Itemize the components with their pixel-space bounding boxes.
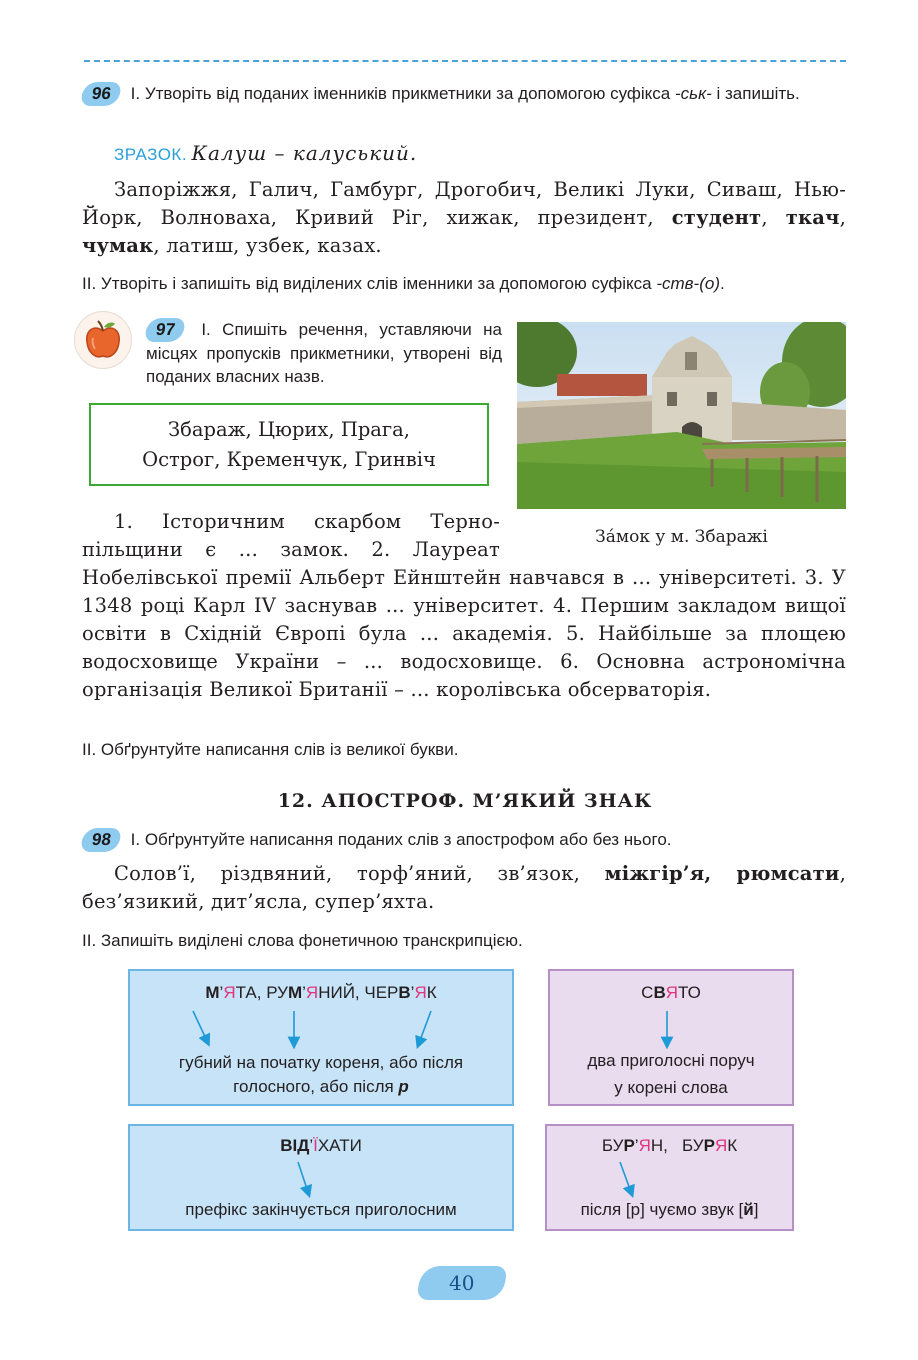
letter-m: М [287, 983, 303, 1002]
sample-text: Калуш – калуський. [191, 141, 418, 165]
ex96-words [82, 176, 846, 260]
ex96-words-plain-2: , латиш, узбек, казах. [153, 234, 382, 257]
ex97-names-box [89, 403, 489, 486]
letter-ya: Я [223, 983, 236, 1002]
word-part: К [727, 1136, 738, 1155]
letter-ya: Я [414, 983, 427, 1002]
section-title: 12. АПОСТРОФ. М’ЯКИЙ ЗНАК [277, 790, 653, 812]
desc-line-1: два приголосні поруч [587, 1051, 755, 1070]
letter-m: М [205, 983, 220, 1002]
ex96-task-text-b: і запишіть. [711, 84, 800, 103]
sound-y: й [743, 1200, 754, 1219]
apostrophe: ’ [410, 983, 415, 1002]
letter-r: Р [623, 1136, 635, 1155]
apostrophe: ’ [309, 1136, 314, 1155]
names-box-line-2: Острог, Кременчук, Гринвіч [142, 448, 436, 471]
word-part: С [641, 983, 654, 1002]
prefix: ВІД [280, 1136, 310, 1155]
rule-box-labial-desc [130, 1051, 512, 1099]
rule-box-two-consonants [548, 969, 794, 1106]
ex98-task2: II. Запишіть виділені слова фонетичною транскрипцією. [82, 931, 523, 950]
ex97-text-line-2: пільщини є ... замок. 2. Лауреат [82, 538, 500, 561]
ex97-task-text: I. Спишіть речення, уставляючи на місцях пропусків прикметники, утворені від поданих власних назв. [146, 320, 502, 386]
ex96-task2 [82, 272, 852, 295]
ex96-task2-end: . [719, 274, 725, 293]
ex97-task2: II. Обґрунтуйте написання слів із великої букви. [82, 740, 459, 759]
ex96-words-plain-1: Запоріжжя, Галич, Гамбург, Дрогобич, Великі Луки, Сиваш, Нью-Йорк, Волноваха, Кривий Ріг, хижак, президент, [82, 178, 846, 229]
rule-box-3-desc: префікс закінчується приголосним [185, 1200, 457, 1219]
apple-icon [74, 311, 132, 369]
rule-box-after-r [545, 1124, 794, 1231]
rule-box-2-desc [550, 1047, 792, 1101]
desc-line-1: губний на початку кореня, або після [178, 1053, 464, 1072]
ex97-number-badge: 97 [144, 318, 185, 342]
letter-r: р [398, 1077, 409, 1096]
top-dashed-divider [84, 60, 846, 62]
ex98-task [82, 828, 846, 852]
castle-photo [517, 322, 846, 509]
ex96-sep-1: , [761, 206, 786, 229]
ex96-word-bold-1: студент [671, 206, 762, 229]
ex96-task2-text: II. Утворіть і запишіть від виділених слів іменники за допомогою суфікса [82, 274, 657, 293]
letter-ya: Я [714, 1136, 728, 1155]
ex98-number-badge: 98 [80, 828, 121, 852]
ex98-words [82, 860, 846, 916]
word-part: ТА, РУ [235, 983, 288, 1002]
photo-caption: За́мок у м. Збаражі [595, 527, 768, 547]
rule-box-prefix [128, 1124, 514, 1231]
word-part: К [426, 983, 437, 1002]
rule-box-4-desc [547, 1200, 792, 1220]
ex98-words-bold: міжгір’я, рюмсати [604, 862, 840, 885]
rule-box-labial [128, 969, 514, 1106]
word-part: НИЙ, ЧЕР [318, 983, 399, 1002]
ex96-number-badge: 96 [80, 82, 121, 106]
names-box-line-1: Збараж, Цюрих, Прага, [168, 418, 410, 441]
page-number: 40 [449, 1271, 475, 1295]
ex98-task-text: I. Обґрунтуйте написання поданих слів з апострофом або без нього. [130, 830, 672, 849]
desc-line-2-text: голосного, або після [233, 1077, 399, 1096]
ex96-task-suffix: -ськ- [674, 84, 712, 103]
ex96-task-text-a: I. Утворіть від поданих іменників прикметники за допомогою суфікса [130, 84, 675, 103]
letter-v: В [398, 983, 411, 1002]
word-part: Н, [650, 1136, 668, 1155]
ex97-text-line-1: 1. Історичним скарбом Терно- [114, 510, 500, 533]
ex96-sample [114, 141, 846, 165]
ex96-task [82, 82, 846, 106]
ex97-task [146, 318, 502, 388]
apostrophe: ’ [302, 983, 306, 1002]
letter-r: Р [703, 1136, 715, 1155]
word-part: БУ [682, 1136, 704, 1155]
ex96-sep-2: , [839, 206, 846, 229]
letter-ya: Я [638, 1136, 651, 1155]
sample-label: ЗРАЗОК. [114, 145, 188, 164]
ex98-words-plain-2: , без’язикий, дит’ясла, супер’яхта. [82, 862, 846, 913]
letter-v: В [653, 983, 666, 1002]
letter-ya: Я [305, 983, 319, 1002]
ex96-word-bold-2: ткач [785, 206, 840, 229]
desc-bracket: ] [753, 1200, 759, 1219]
desc-line-2: у корені слова [614, 1078, 728, 1097]
ex97-text-rest: Нобелівської премії Альберт Ейнштейн навчався в ... університеті. 3. У 1348 році Карл IV заснував ... університет. 4. Першим закладом вищої освіти в Східній Європі була ... академія. 5. Найбільше за площею водосховище України – ... водосховище. 6. Основна астрономічна організація Великої Британії – ... королівська обсерваторія. [82, 566, 846, 701]
apostrophe: ’ [219, 983, 224, 1002]
ex96-word-bold-3: чумак [82, 234, 154, 257]
word-part: ХАТИ [317, 1136, 362, 1155]
ex98-words-plain: Солов’ї, різдвяний, торф’яний, зв’язок, [114, 862, 605, 885]
desc-text: після [р] чуємо звук [ [580, 1200, 744, 1219]
ex96-task2-suffix: -ств-(о) [656, 274, 720, 293]
letter-yi: Ї [313, 1136, 318, 1155]
word-part: ТО [678, 983, 701, 1002]
word-part: БУ [601, 1136, 624, 1155]
apostrophe: ’ [634, 1136, 639, 1155]
page-number-badge [416, 1266, 508, 1300]
letter-ya: Я [665, 983, 678, 1002]
desc-line-2 [130, 1075, 512, 1099]
